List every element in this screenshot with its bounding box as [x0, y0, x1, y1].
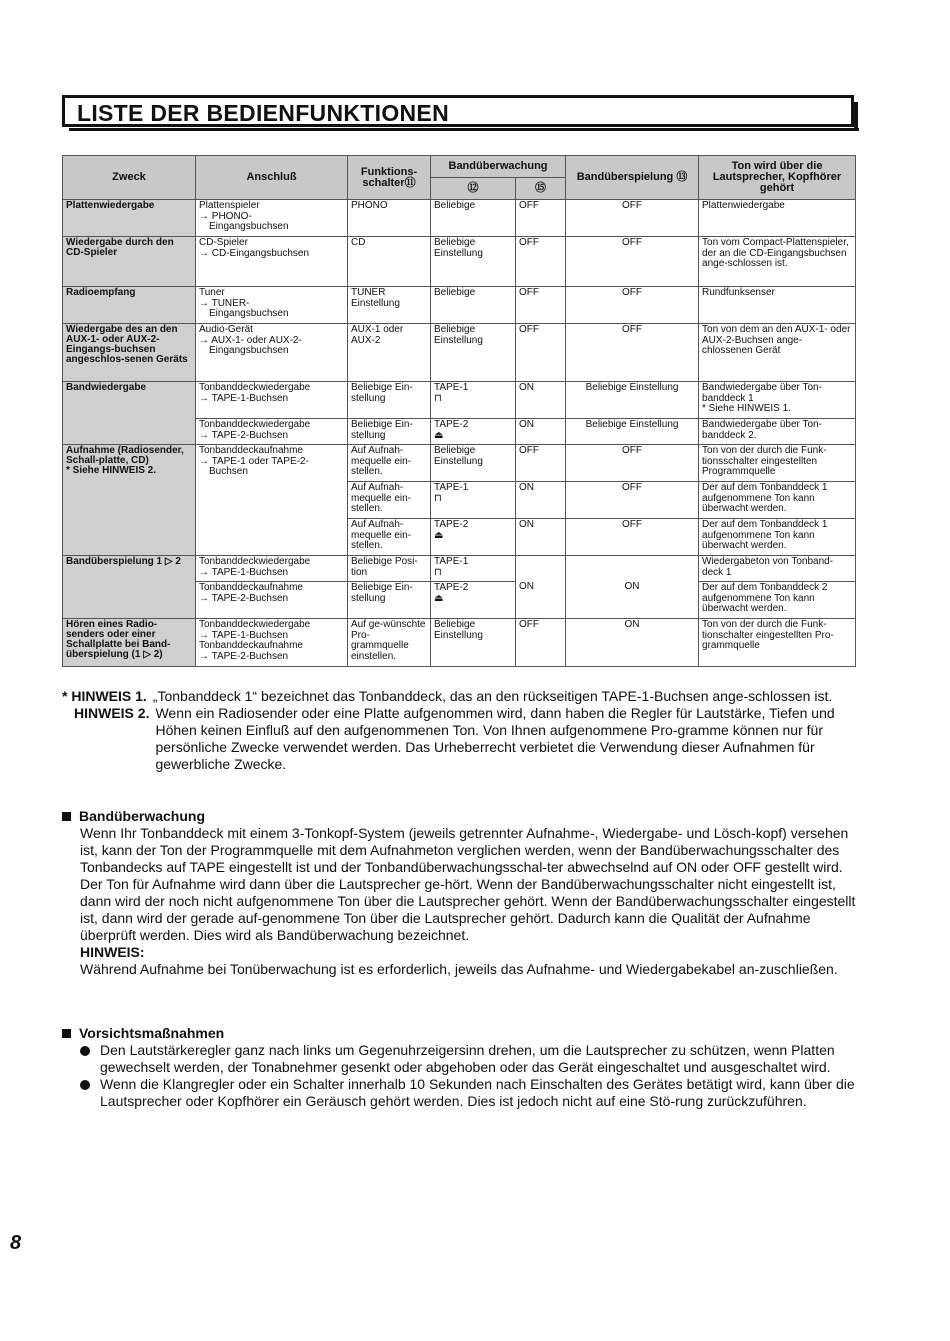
- table-row: [63, 382, 856, 419]
- zweck-cell: Plattenwiedergabe: [63, 200, 196, 237]
- ueberspielung-cell: OFF: [566, 237, 699, 287]
- zweck-cell: Radioempfang: [63, 287, 196, 324]
- ton-cell: Wiedergabeton von Tonband-deck 1: [699, 556, 856, 582]
- square-bullet-icon: [62, 1029, 71, 1038]
- band12-cell: Beliebige: [431, 200, 516, 237]
- funktion-cell: Beliebige Ein-stellung: [348, 582, 431, 619]
- ueberspielung-cell: ON: [566, 556, 699, 619]
- band15-cell: OFF: [516, 200, 566, 237]
- zweck-cell: Bandüberspielung 1 ▷ 2: [63, 556, 196, 619]
- funktion-cell: PHONO: [348, 200, 431, 237]
- ton-cell: Rundfunksenser: [699, 287, 856, 324]
- anschluss-cell: Tonbanddeckwiedergabe → TAPE-1-Buchsen: [196, 382, 348, 419]
- anschluss-cell: Plattenspieler → PHONO- Eingangsbuchsen: [196, 200, 348, 237]
- band12-cell: Beliebige Einstellung: [431, 445, 516, 482]
- band15-cell: OFF: [516, 445, 566, 482]
- anschluss-cell: Tonbanddeckaufnahme → TAPE-2-Buchsen: [196, 582, 348, 619]
- band15-cell: ON: [516, 382, 566, 419]
- ueberspielung-cell: OFF: [566, 287, 699, 324]
- vorsicht-section: [62, 1025, 862, 1110]
- table-row: [63, 324, 856, 382]
- ton-cell: Ton vom Compact-Plattenspieler, der an die CD-Eingangsbuchsen ange-schlossen ist.: [699, 237, 856, 287]
- funktion-cell: Auf ge-wünschte Pro-grammquelle einstellen.: [348, 619, 431, 667]
- anschluss-cell: Audio-Gerät → AUX-1- oder AUX-2- Eingangsbuchsen: [196, 324, 348, 382]
- header-funktionsschalter: Funktions- schalter⑪: [348, 156, 431, 200]
- band15-cell: OFF: [516, 324, 566, 382]
- ton-cell: Ton von dem an den AUX-1- oder AUX-2-Buchsen ange-chlossenen Gerät: [699, 324, 856, 382]
- band15-cell: OFF: [516, 619, 566, 667]
- anschluss-cell: Tonbanddeckwiedergabe → TAPE-1-Buchsen Tonbanddeckaufnahme → TAPE-2-Buchsen: [196, 619, 348, 667]
- band15-cell: OFF: [516, 287, 566, 324]
- header-bandueberwachung: Bandüberwachung: [431, 156, 566, 178]
- ueberspielung-cell: OFF: [566, 324, 699, 382]
- anschluss-cell: Tonbanddeckaufnahme → TAPE-1 oder TAPE-2- Buchsen: [196, 445, 348, 556]
- header-band-12: ⑫: [431, 178, 516, 200]
- bandueberwachung-text: Wenn Ihr Tonbanddeck mit einem 3-Tonkopf-System (jeweils getrennter Aufnahme-, Wiedergabe- und Lösch-kopf) versehen ist, kann der Ton der Programmquelle mit dem Aufnahmeton verglichen werden, wenn der Bandüberwachungsschalter des Tonbandecks auf TAPE eingestellt ist und der Tonbandüberwachungsschal-ter abwechselnd auf ON oder OFF gestellt wird. Der Ton für Aufnahme wird dann über die Lautsprecher ge-hört. Wenn der Bandüberwachungsschalter nicht eingestellt ist, dann wird der noch nicht aufgenommene Ton über die Lautsprecher gehört. Wenn der Bandüberwachungsschalter eingestellt ist, dann wird der gerade auf-genommene Ton über die Lautsprecher gehört. Dadurch kann die Qualität der Aufnahme überprüft werden. Dies wird als Bandüberwachung bezeichnet.: [80, 825, 856, 943]
- band15-cell: ON: [516, 419, 566, 445]
- bullet-dot-icon: [80, 1080, 90, 1090]
- header-bandueberspielung: Bandüberspielung ⑬: [566, 156, 699, 200]
- note-1-label: * HINWEIS 1.: [62, 688, 147, 704]
- operations-table: [62, 155, 856, 667]
- funktion-cell: Beliebige Posi-tion: [348, 556, 431, 582]
- funktion-cell: Auf Aufnah-mequelle ein-stellen.: [348, 519, 431, 556]
- funktion-cell: Auf Aufnah-mequelle ein-stellen.: [348, 445, 431, 482]
- anschluss-cell: Tuner → TUNER- Eingangsbuchsen: [196, 287, 348, 324]
- zweck-cell: Wiedergabe des an den AUX-1- oder AUX-2-Eingangs-buchsen angeschlos-senen Geräts: [63, 324, 196, 382]
- note-2-label: HINWEIS 2.: [74, 705, 150, 721]
- band12-cell: Beliebige Einstellung: [431, 324, 516, 382]
- notes-section: [62, 688, 862, 773]
- hinweis-text: Während Aufnahme bei Tonüberwachung ist es erforderlich, jeweils das Aufnahme- und Wiedergabekabel an-zuschließen.: [80, 961, 838, 977]
- header-band-15: ⑮: [516, 178, 566, 200]
- bullet-dot-icon: [80, 1046, 90, 1056]
- table-row: [63, 200, 856, 237]
- funktion-cell: CD: [348, 237, 431, 287]
- band12-cell: TAPE-2 ⏏: [431, 582, 516, 619]
- bandueberwachung-section: [62, 808, 862, 978]
- ueberspielung-cell: ON: [566, 619, 699, 667]
- note-2: [62, 705, 862, 773]
- ueberspielung-cell: OFF: [566, 519, 699, 556]
- ueberspielung-cell: Beliebige Einstellung: [566, 419, 699, 445]
- note-1: [62, 688, 862, 705]
- table-row: [63, 556, 856, 582]
- ton-cell: Ton von der durch die Funk-tionschalter eingestellten Pro-grammquelle: [699, 619, 856, 667]
- ton-cell: Der auf dem Tonbanddeck 1 aufgenommene Ton kann überwacht werden.: [699, 519, 856, 556]
- funktion-cell: Beliebige Ein-stellung: [348, 382, 431, 419]
- square-bullet-icon: [62, 812, 71, 821]
- title-box: [62, 95, 854, 127]
- page-number: 8: [10, 1232, 22, 1254]
- ueberspielung-cell: OFF: [566, 200, 699, 237]
- hinweis-label: HINWEIS:: [80, 944, 145, 960]
- band12-cell: Beliebige Einstellung: [431, 619, 516, 667]
- funktion-cell: AUX-1 oder AUX-2: [348, 324, 431, 382]
- list-item: Wenn die Klangregler oder ein Schalter innerhalb 10 Sekunden nach Einschalten des Gerätes betätigt wird, kann über die Lautsprecher oder Kopfhörer ein Geräusch gehört werden. Dies ist jedoch nicht auf eine Stö-rung zurückzuführen.: [80, 1076, 862, 1110]
- table-row: [63, 237, 856, 287]
- ton-cell: Bandwiedergabe über Ton-banddeck 2.: [699, 419, 856, 445]
- zweck-cell: Aufnahme (Radiosender, Schall-platte, CD) * Siehe HINWEIS 2.: [63, 445, 196, 556]
- header-zweck: Zweck: [63, 156, 196, 200]
- band12-cell: Beliebige Einstellung: [431, 237, 516, 287]
- band12-cell: TAPE-2 ⏏: [431, 419, 516, 445]
- ueberspielung-cell: OFF: [566, 445, 699, 482]
- band12-cell: TAPE-1 ⊓: [431, 482, 516, 519]
- ton-cell: Bandwiedergabe über Ton-banddeck 1 * Siehe HINWEIS 1.: [699, 382, 856, 419]
- band12-cell: TAPE-1 ⊓: [431, 382, 516, 419]
- funktion-cell: Beliebige Ein-stellung: [348, 419, 431, 445]
- funktion-cell: Auf Aufnah-mequelle ein-stellen.: [348, 482, 431, 519]
- anschluss-cell: CD-Spieler → CD-Eingangsbuchsen: [196, 237, 348, 287]
- zweck-cell: Bandwiedergabe: [63, 382, 196, 445]
- band15-cell: OFF: [516, 237, 566, 287]
- band12-cell: TAPE-1 ⊓: [431, 556, 516, 582]
- band12-cell: TAPE-2 ⏏: [431, 519, 516, 556]
- ton-cell: Ton von der durch die Funk-tionsschalter eingestellten Programmquelle: [699, 445, 856, 482]
- band15-cell: ON: [516, 556, 566, 619]
- vorsicht-heading: Vorsichtsmaßnahmen: [62, 1025, 862, 1042]
- table-row: [63, 445, 856, 482]
- table-row: [63, 619, 856, 667]
- header-anschluss: Anschluß: [196, 156, 348, 200]
- ton-cell: Der auf dem Tonbanddeck 1 aufgenommene Ton kann überwacht werden.: [699, 482, 856, 519]
- ueberspielung-cell: OFF: [566, 482, 699, 519]
- zweck-cell: Wiedergabe durch den CD-Spieler: [63, 237, 196, 287]
- list-item: Den Lautstärkeregler ganz nach links um Gegenuhrzeigersinn drehen, um die Lautsprecher zu schützen, wenn Platten gewechselt werden, der Tonabnehmer gesenkt oder abgehoben oder das Gerät eingeschaltet und ausgeschaltet wird.: [80, 1042, 862, 1076]
- funktion-cell: TUNER Einstellung: [348, 287, 431, 324]
- note-1-text: „Tonbanddeck 1“ bezeichnet das Tonbanddeck, das an den rückseitigen TAPE-1-Buchsen ange-schlossen ist.: [152, 688, 833, 704]
- anschluss-cell: Tonbanddeckwiedergabe → TAPE-1-Buchsen: [196, 556, 348, 582]
- header-ton: Ton wird über die Lautsprecher, Kopfhörer gehört: [699, 156, 856, 200]
- note-2-text: Wenn ein Radiosender oder eine Platte aufgenommen wird, dann haben die Regler für Lautstärke, Tiefen und Höhen keinen Einfluß auf den aufgenommenen Ton. Von Ihnen aufgenommene Pro-gramme können nur für persönliche Zwecke verwendet werden. Das Urheberrecht verbietet die Verwendung dieser Aufnahmen für gewerbliche Zwecke.: [155, 705, 835, 772]
- ton-cell: Der auf dem Tonbanddeck 2 aufgenommene Ton kann überwacht werden.: [699, 582, 856, 619]
- ueberspielung-cell: Beliebige Einstellung: [566, 382, 699, 419]
- band12-cell: Beliebige: [431, 287, 516, 324]
- table-row: [63, 287, 856, 324]
- page-title: LISTE DER BEDIENFUNKTIONEN: [77, 100, 449, 126]
- ton-cell: Plattenwiedergabe: [699, 200, 856, 237]
- anschluss-cell: Tonbanddeckwiedergabe → TAPE-2-Buchsen: [196, 419, 348, 445]
- zweck-cell: Hören eines Radio-senders oder einer Schallplatte bei Band-überspielung (1 ▷ 2): [63, 619, 196, 667]
- vorsicht-list: [62, 1042, 862, 1110]
- bandueberwachung-heading: Bandüberwachung: [62, 808, 862, 825]
- band15-cell: ON: [516, 519, 566, 556]
- band15-cell: ON: [516, 482, 566, 519]
